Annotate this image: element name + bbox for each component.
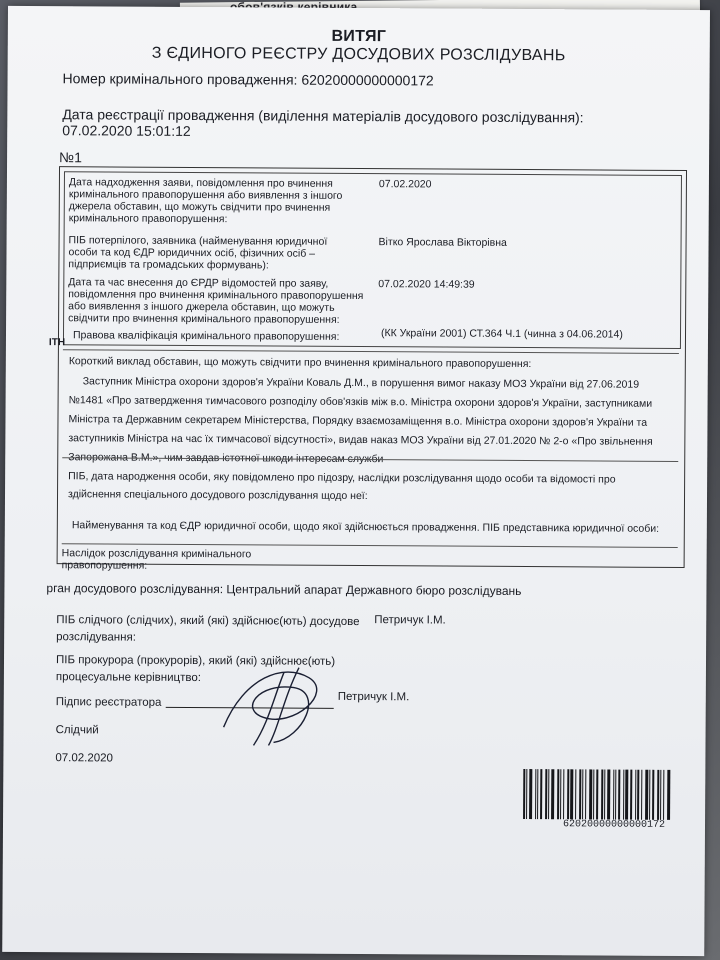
barcode bbox=[523, 769, 671, 820]
summary-label: Короткий виклад обставин, що можуть свідчити про вчинення кримінального правопорушення: bbox=[68, 355, 532, 371]
barcode-stripe bbox=[537, 769, 538, 819]
victim-label: ПІБ потерпілого, заявника (найменування юридичної особи та код ЄДР юридичних осіб, фізичних осіб – підприємців та громадських формувань): bbox=[68, 234, 328, 272]
section-divider bbox=[63, 349, 679, 354]
signature-name: Петричук І.М. bbox=[337, 690, 410, 704]
barcode-stripe bbox=[593, 769, 594, 819]
document-sheet bbox=[2, 6, 710, 956]
barcode-stripe bbox=[667, 770, 670, 820]
received-date-value: 07.02.2020 bbox=[378, 178, 432, 191]
barcode-stripe bbox=[523, 769, 525, 819]
entry-datetime-value: 07.02.2020 14:49:39 bbox=[378, 278, 475, 291]
received-date-label: Дата надходження заяви, повідомлення про вчинення кримінального правопорушення або виявлення з іншого джерела обставин, що можуть свідчити про вчинення кримінального правопорушення: bbox=[68, 176, 343, 226]
record-box bbox=[48, 166, 687, 572]
barcode-stripe bbox=[663, 770, 664, 820]
barcode-stripe bbox=[596, 769, 598, 819]
barcode-stripe bbox=[625, 770, 628, 820]
result-label: Наслідок розслідування кримінального правопорушення: bbox=[61, 547, 252, 572]
barcode-stripe bbox=[557, 769, 559, 819]
barcode-stripe bbox=[570, 769, 573, 819]
role-label: Слідчий bbox=[55, 724, 99, 737]
barcode-stripe bbox=[615, 770, 616, 820]
victim-value: Вітко Ярослава Вікторівна bbox=[378, 236, 507, 249]
legal-entity-label: Найменування та код ЄДР юридичної особи, щодо якої здійснюється провадження. ПІБ представника юридичної особи: bbox=[71, 519, 660, 535]
barcode-stripe bbox=[529, 769, 532, 819]
margin-mark-icon: ITH bbox=[48, 337, 66, 349]
signature-label: Підпис реєстратора bbox=[55, 696, 162, 709]
barcode-stripe bbox=[579, 769, 581, 819]
investigator-value: Петричук І.М. bbox=[374, 614, 446, 627]
record-number: №1 bbox=[59, 149, 82, 166]
case-number-line: Номер кримінального провадження: 62020000000000172 bbox=[62, 70, 434, 89]
document-title: ВИТЯГ bbox=[331, 27, 387, 46]
barcode-stripe bbox=[641, 770, 642, 820]
barcode-number: 62020000000000172 bbox=[562, 819, 666, 831]
barcode-stripe bbox=[526, 769, 527, 819]
entry-datetime-label: Дата та час внесення до ЄРДР відомостей про заяву, повідомлення про вчинення кримінального правопорушення або виявлення з іншого джерела обставин, що можуть свідчити про вчинення кримінального правопорушення: bbox=[68, 276, 364, 326]
prosecutor-label: ПІБ прокурора (прокурорів), який (які) здійснює(ють) процесуальне керівництво: bbox=[55, 654, 336, 685]
agency-line: рган досудового розслідування: Центральний апарат Державного бюро розслідувань bbox=[46, 581, 522, 599]
qualification-value: (КК України 2001) СТ.364 Ч.1 (чинна з 04.06.2014) bbox=[380, 327, 623, 341]
barcode-stripe bbox=[649, 770, 650, 820]
record-details-table bbox=[63, 171, 682, 349]
barcode-stripe bbox=[563, 769, 564, 819]
barcode-stripe bbox=[545, 769, 547, 819]
barcode-stripe bbox=[575, 769, 576, 819]
qualification-label: Правова кваліфікація кримінального правопорушення: bbox=[72, 329, 340, 343]
barcode-stripe bbox=[618, 770, 620, 820]
barcode-stripe bbox=[601, 769, 603, 819]
barcode-stripe bbox=[540, 769, 542, 819]
barcode-stripe bbox=[548, 769, 549, 819]
barcode-stripe bbox=[607, 770, 610, 820]
barcode-stripe bbox=[567, 769, 569, 819]
registration-date-line: Дата реєстрації провадження (виділення матеріалів досудового розслідування): 07.02.2020 15:01:12 bbox=[62, 106, 584, 139]
summary-text: Заступник Міністра охорони здоров'я України Коваль Д.М., в порушення вимог наказу МОЗ України від 27.06.2019 №1481 «Про затвердження тимчасового розподілу обов'язків між в.о. Міністра охорони здоров'я України, заступниками Міністра та Державним секретарем Міністерства, Порядку взаємозаміщення в.о. Міністра охорони здоров'я України та заступників Міністра на час їх тимчасової відсутності», видав наказ МОЗ України від 27.01.2020 № 2-о «Про звільнення Запорожана В.М.», чим завдав істотної шкоди інтересам служби bbox=[68, 375, 653, 466]
barcode-stripe bbox=[652, 770, 654, 820]
barcode-stripe bbox=[637, 770, 639, 820]
barcode-stripe bbox=[560, 769, 561, 819]
barcode-stripe bbox=[582, 769, 583, 819]
document-date: 07.02.2020 bbox=[55, 752, 114, 765]
barcode-stripe bbox=[657, 770, 659, 820]
barcode-stripe bbox=[604, 770, 605, 820]
barcode-stripe bbox=[551, 769, 554, 819]
barcode-stripe bbox=[645, 770, 648, 820]
investigator-label: ПІБ слідчого (слідчих), який (які) здійснює(ють) досудове розслідування: bbox=[56, 614, 360, 644]
suspect-label: ПІБ, дата народження особи, яку повідомлено про підозру, наслідки розслідування щодо особи та відомості про здійснення спеціального досудового розслідування щодо неї: bbox=[67, 470, 616, 503]
barcode-stripe bbox=[585, 769, 586, 819]
document-subtitle: З ЄДИНОГО РЕЄСТРУ ДОСУДОВИХ РОЗСЛІДУВАНЬ bbox=[151, 44, 566, 65]
signature-scribble bbox=[213, 657, 354, 748]
barcode-stripe bbox=[660, 770, 661, 820]
barcode-stripe bbox=[630, 770, 632, 820]
barcode-stripe bbox=[589, 769, 592, 819]
